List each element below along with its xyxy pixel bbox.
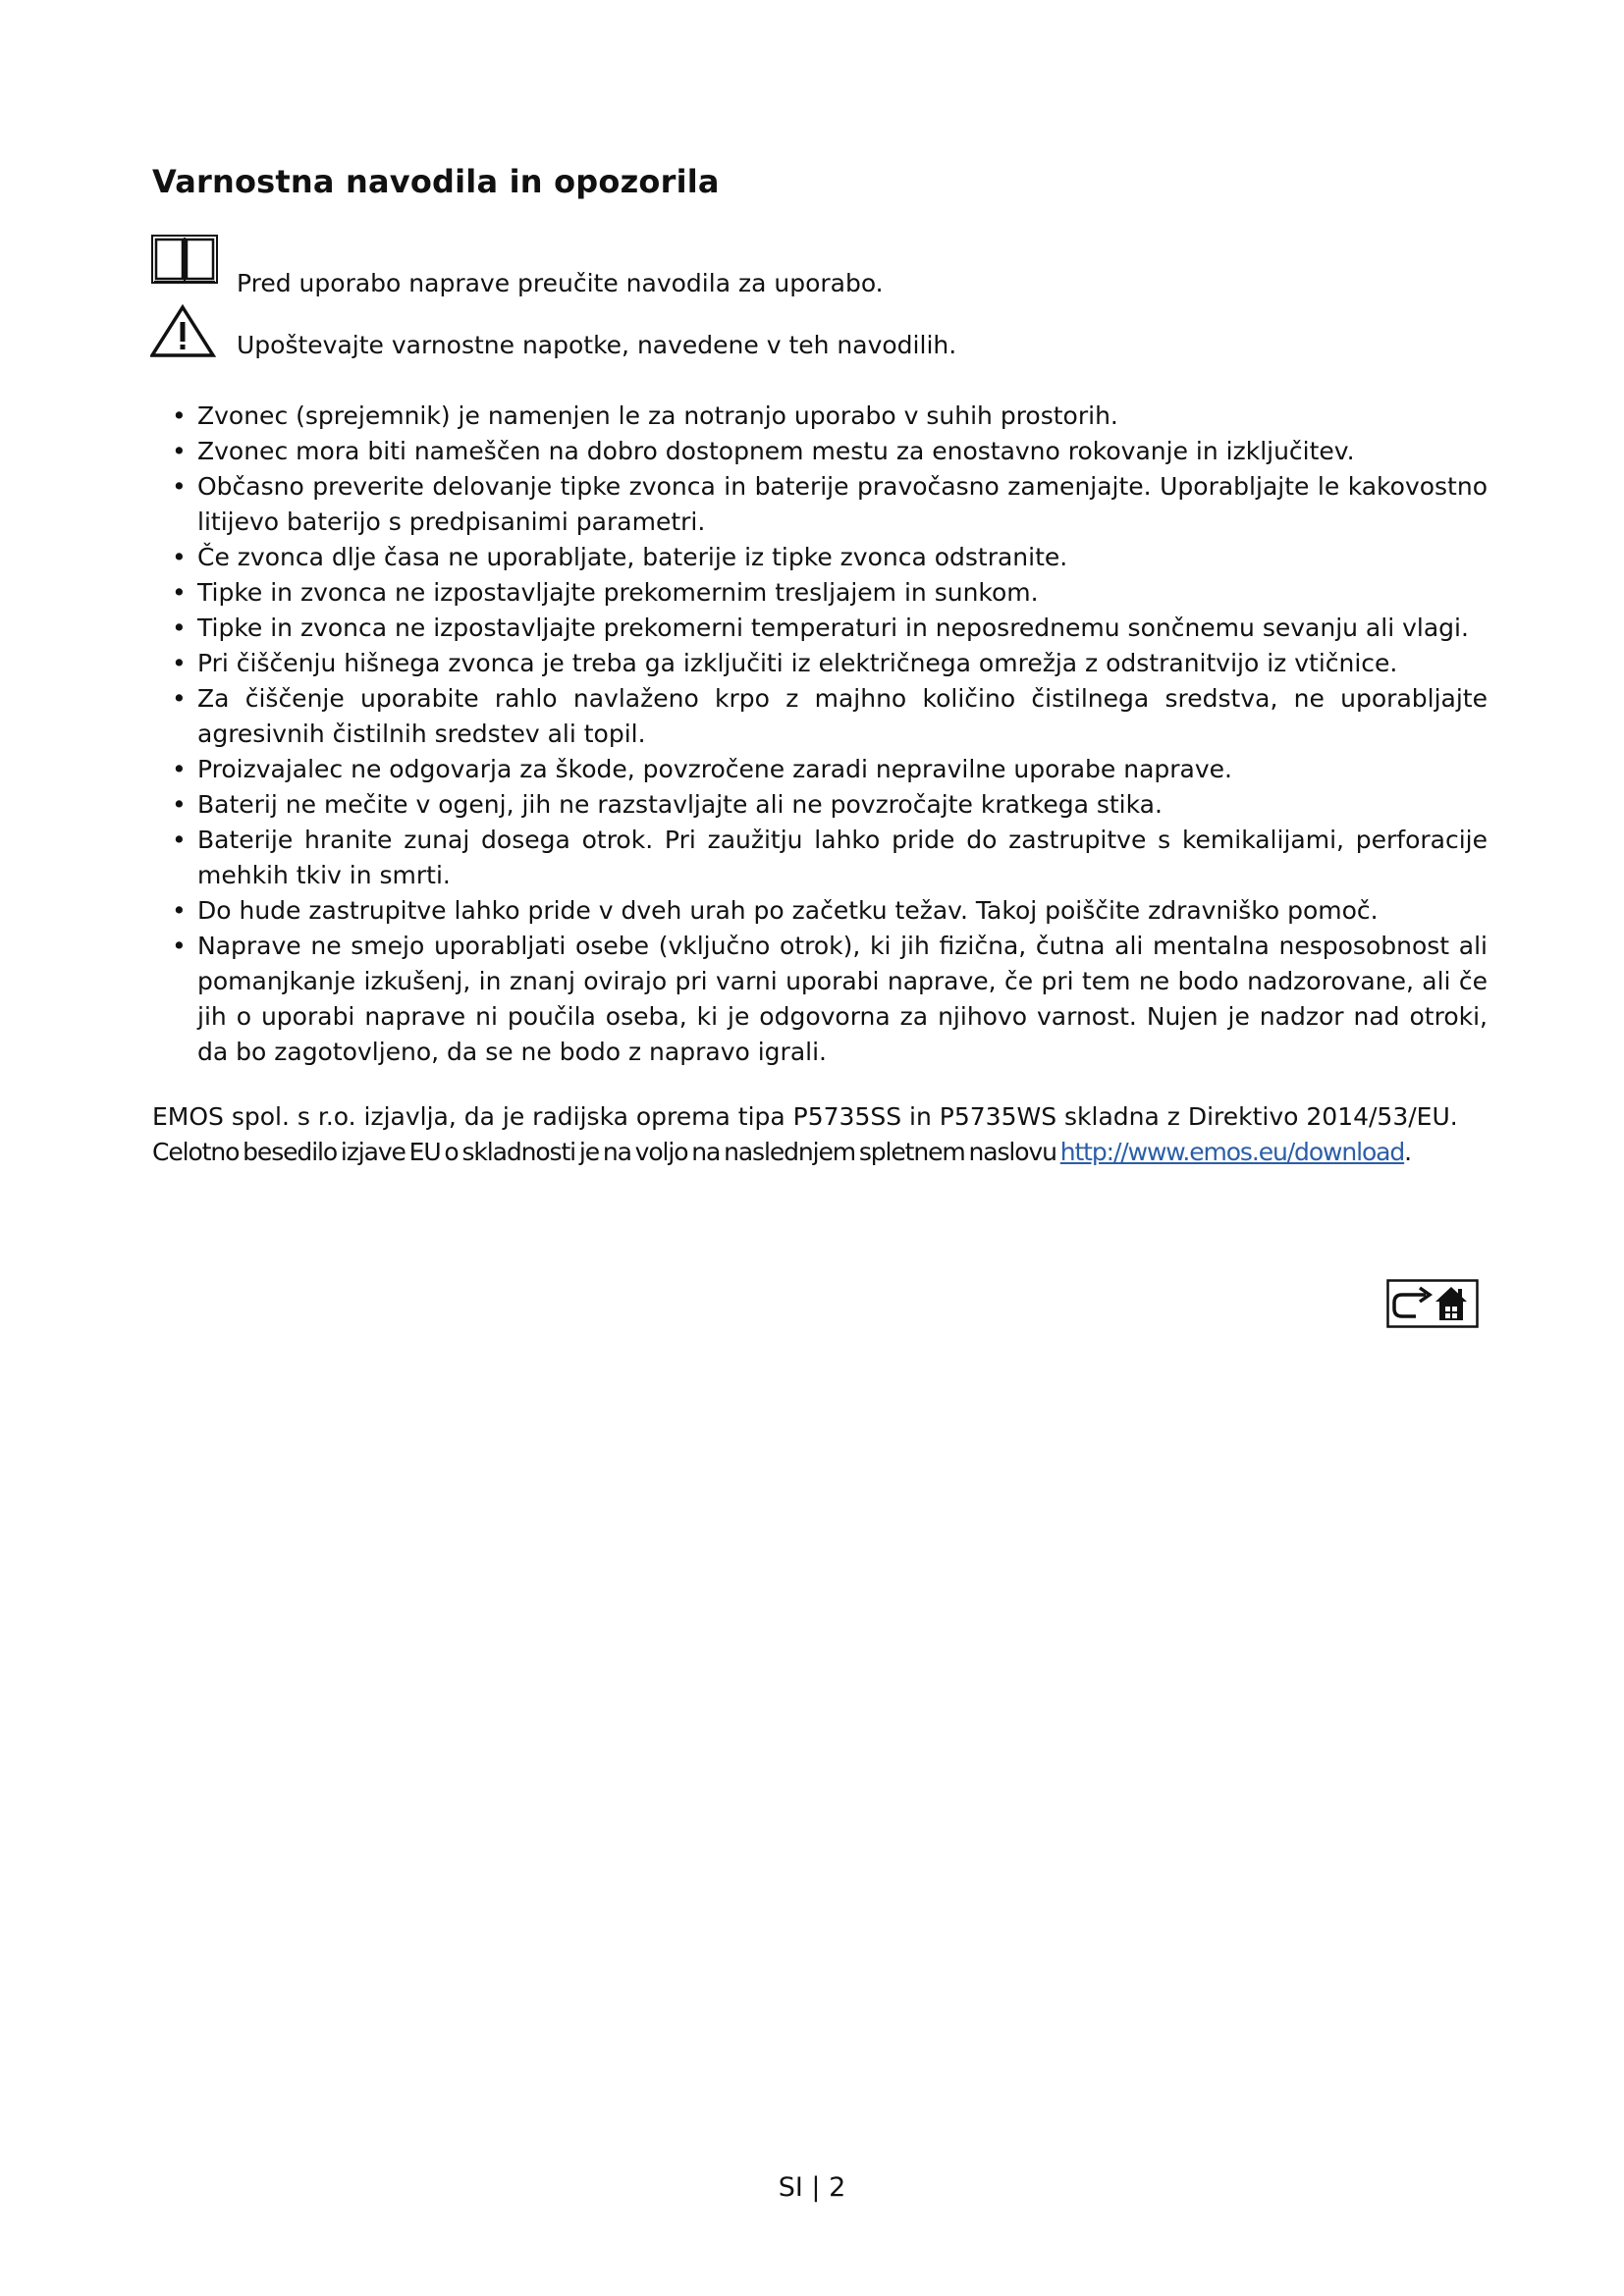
list-item-text: Pri čiščenju hišnega zvonca je treba ga izključiti iz električnega omrežja z odstranitvijo iz vtičnice.	[197, 649, 1398, 677]
bullet-marker: •	[172, 755, 187, 783]
list-item	[172, 611, 1488, 646]
list-item	[172, 823, 1488, 893]
declaration-line-1: EMOS spol. s r.o. izjavlja, da je radijska oprema tipa P5735SS in P5735WS skladna z Direktivo 2014/53/EU.	[152, 1102, 1458, 1131]
list-item	[172, 399, 1488, 434]
notice-text-manual: Pred uporabo naprave preučite navodila za uporabo.	[237, 269, 884, 297]
list-item-text: Občasno preverite delovanje tipke zvonca in baterije pravočasno zamenjajte. Uporabljajte le kakovostno litijevo baterijo s predpisanimi parametri.	[197, 472, 1488, 536]
page-title: Varnostna navodila in opozorila	[152, 163, 720, 200]
manual-book-icon	[150, 232, 219, 287]
bullet-marker: •	[172, 684, 187, 713]
notice-safety-warning	[150, 304, 1034, 359]
declaration-of-conformity	[152, 1099, 1497, 1170]
list-item	[172, 752, 1488, 787]
page-number: SI | 2	[778, 2172, 846, 2203]
download-link[interactable]: http://www.emos.eu/download	[1059, 1138, 1405, 1166]
list-item-text: Tipke in zvonca ne izpostavljajte prekomerni temperaturi in neposrednemu sončnemu sevanju ali vlagi.	[197, 614, 1469, 642]
bullet-marker: •	[172, 614, 187, 642]
list-item-text: Če zvonca dlje časa ne uporabljate, baterije iz tipke zvonca odstranite.	[197, 543, 1068, 571]
bullet-marker: •	[172, 543, 187, 571]
list-item	[172, 893, 1488, 929]
list-item	[172, 434, 1488, 469]
bullet-marker: •	[172, 472, 187, 501]
bullet-marker: •	[172, 401, 187, 430]
declaration-line-2-end: .	[1404, 1138, 1411, 1166]
list-item	[172, 540, 1488, 575]
notice-read-manual	[150, 232, 1034, 297]
list-item	[172, 575, 1488, 611]
list-item-text: Do hude zastrupitve lahko pride v dveh urah po začetku težav. Takoj poiščite zdravniško pomoč.	[197, 896, 1379, 925]
list-item-text: Zvonec (sprejemnik) je namenjen le za notranjo uporabo v suhih prostorih.	[197, 401, 1118, 430]
declaration-line-2-text: Celotno besedilo izjave EU o skladnosti je na voljo na naslednjem spletnem naslovu	[152, 1138, 1060, 1166]
list-item	[172, 929, 1488, 1070]
list-item-text: Tipke in zvonca ne izpostavljajte prekomernim tresljajem in sunkom.	[197, 578, 1039, 607]
bullet-marker: •	[172, 649, 187, 677]
list-item-text: Proizvajalec ne odgovarja za škode, povzročene zaradi nepravilne uporabe naprave.	[197, 755, 1232, 783]
bullet-marker: •	[172, 437, 187, 465]
list-item	[172, 787, 1488, 823]
safety-instructions-list	[172, 399, 1488, 1070]
bullet-marker: •	[172, 826, 187, 854]
list-item	[172, 469, 1488, 540]
list-item	[172, 681, 1488, 752]
list-item-text: Za čiščenje uporabite rahlo navlaženo krpo z majhno količino čistilnega sredstva, ne uporabljajte agresivnih čistilnih sredstev ali topil.	[197, 684, 1488, 748]
list-item-text: Baterij ne mečite v ogenj, jih ne razstavljajte ali ne povzročajte kratkega stika.	[197, 790, 1163, 819]
bullet-marker: •	[172, 896, 187, 925]
list-item-text: Baterije hranite zunaj dosega otrok. Pri zaužitju lahko pride do zastrupitve s kemikalijami, perforacije mehkih tkiv in smrti.	[197, 826, 1488, 889]
bullet-marker: •	[172, 932, 187, 960]
bullet-marker: •	[172, 578, 187, 607]
notice-text-warning: Upoštevajte varnostne napotke, navedene v teh navodilih.	[237, 331, 957, 359]
declaration-line-2	[152, 1135, 1497, 1170]
warning-triangle-icon	[150, 304, 219, 359]
list-item	[172, 646, 1488, 681]
list-item-text: Zvonec mora biti nameščen na dobro dostopnem mestu za enostavno rokovanje in izključitev.	[197, 437, 1355, 465]
bullet-marker: •	[172, 790, 187, 819]
list-item-text: Naprave ne smejo uporabljati osebe (vključno otrok), ki jih fizična, čutna ali mentalna nesposobnost ali pomanjkanje izkušenj, in znanj ovirajo pri varni uporabi naprave, če pri tem ne bodo nadzorovane, ali če jih o uporabi naprave ni poučila oseba, ki je odgovorna za njihovo varnost. Nujen je nadzor nad otroki, da bo zagotovljeno, da se ne bodo z napravo igrali.	[197, 932, 1488, 1066]
return-home-icon[interactable]	[1386, 1279, 1479, 1328]
